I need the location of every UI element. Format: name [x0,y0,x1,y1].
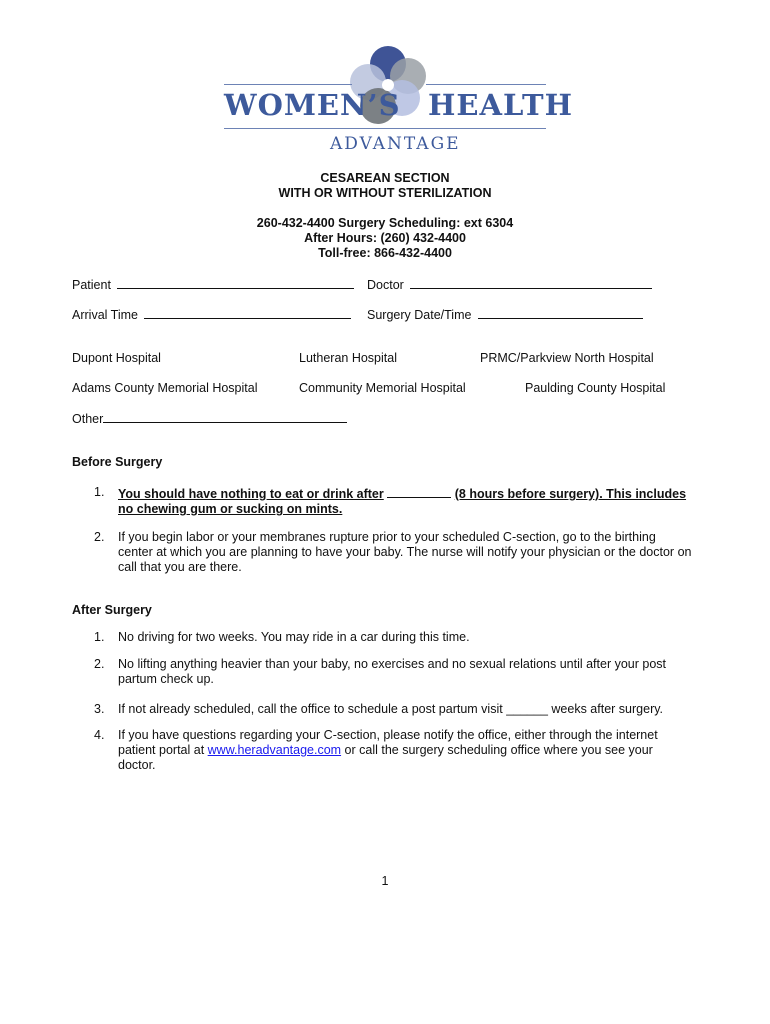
hospital-community: Community Memorial Hospital [299,381,466,395]
phone-after-hours: After Hours: (260) 432-4400 [304,231,466,245]
list-number: 2. [94,657,105,671]
after-item-2-text: No lifting anything heavier than your baby, no exercises and no sexual relations until after your post partum check up. [118,657,667,686]
after-item-4-text-a: If you have questions regarding your C-section, please notify the office, either through the internet patient portal at [118,728,658,757]
logo-rule-top-left [224,84,352,85]
after-item-3-text-b: weeks after surgery. [551,702,664,716]
logo-womens: WOMEN’S [224,88,401,122]
before-item-1-text-c: no chewing gum or sucking on mints. [118,502,343,516]
surgery-date-field [367,306,643,322]
doc-title-2: WITH OR WITHOUT STERILIZATION [278,186,492,200]
phone-scheduling: 260-432-4400 Surgery Scheduling: ext 6304 [256,216,514,230]
womens-health-advantage-logo [222,44,574,156]
after-surgery-heading: After Surgery [72,603,152,617]
patient-blank[interactable] [117,276,354,289]
doc-title-1: CESAREAN SECTION [320,171,450,185]
patient-label: Patient [72,278,111,292]
before-item-1-text-b: (8 hours before surgery). This includes [454,487,687,501]
before-item-2-text: If you begin labor or your membranes rupture prior to your scheduled C-section, go to the birthing center at which you are planning to have your baby. The nurse will notify your physician or the doctor on call that you are there. [118,530,692,574]
other-field [72,410,347,426]
before-surgery-heading: Before Surgery [72,455,163,469]
logo-rule-top-right [426,84,546,85]
list-number: 4. [94,728,105,742]
after-item-4-text-b: or call the surgery scheduling office where you see your doctor. [118,743,653,772]
other-blank[interactable] [103,410,347,423]
list-number: 3. [94,702,105,716]
logo-rule-bottom [224,128,546,129]
patient-portal-link[interactable]: www.heradvantage.com [207,743,342,757]
hospital-lutheran: Lutheran Hospital [299,351,397,365]
hospital-dupont: Dupont Hospital [72,351,161,365]
arrival-blank[interactable] [144,306,351,319]
logo-advantage: ADVANTAGE [330,134,461,154]
before-item-1-text-a: You should have nothing to eat or drink after [118,487,384,501]
fasting-time-blank[interactable] [387,485,451,498]
phone-toll-free: Toll-free: 866-432-4400 [318,246,452,260]
weeks-blank[interactable]: ______ [506,702,548,716]
arrival-field [72,306,351,322]
hospital-paulding: Paulding County Hospital [525,381,666,395]
page-number: 1 [381,874,389,888]
list-number: 2. [94,530,105,544]
doctor-field [367,276,652,292]
doctor-blank[interactable] [410,276,652,289]
list-number: 1. [94,485,105,499]
arrival-label: Arrival Time [72,308,138,322]
after-item-1-text: No driving for two weeks. You may ride in a car during this time. [118,630,470,644]
surgery-date-label: Surgery Date/Time [367,308,472,322]
other-label: Other [72,412,104,426]
logo-health: HEALTH [428,88,574,122]
hospital-adams: Adams County Memorial Hospital [72,381,258,395]
hospital-prmc: PRMC/Parkview North Hospital [480,351,654,365]
after-item-3-text-a: If not already scheduled, call the office to schedule a post partum visit [118,702,503,716]
doctor-label: Doctor [367,278,404,292]
surgery-date-blank[interactable] [478,306,643,319]
list-number: 1. [94,630,105,644]
patient-field [72,276,354,292]
